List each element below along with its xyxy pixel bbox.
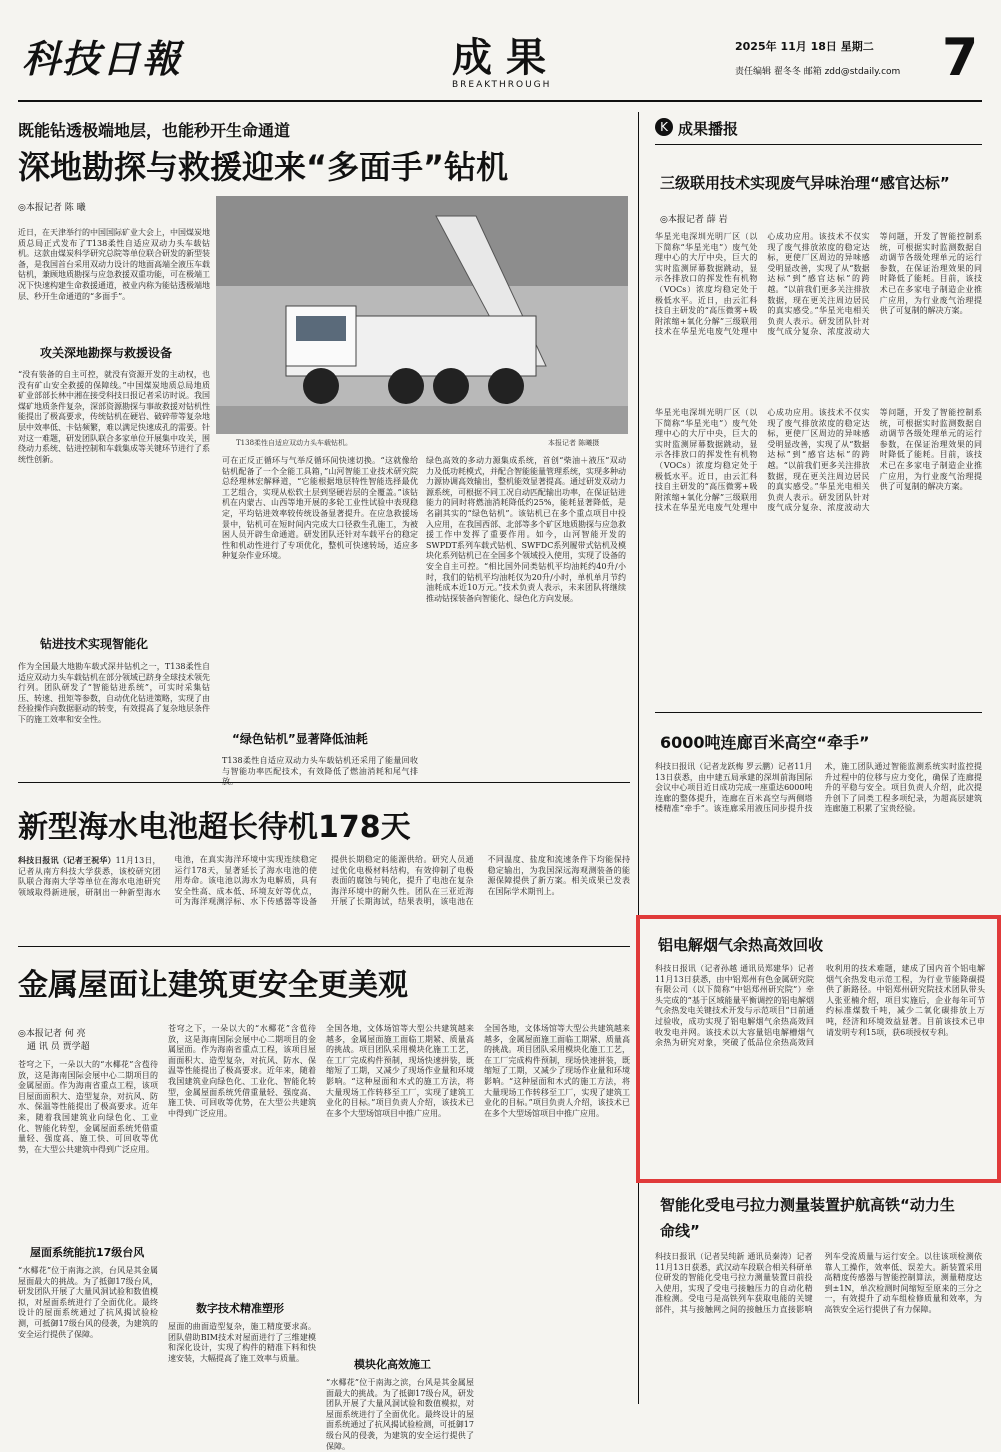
newspaper-logo: 科技日報 xyxy=(22,36,183,81)
roof-section-3: “水椰花”位于南海之滨，台风是其金属屋面最大的挑战。为了抵御17级台风，研发团队开展了大量风洞试验和数值模拟，对屋面系统进行了全面优化。最终设计的屋面系统通过了抗风揭试验检测，可抵御17级台风的侵袭，为建筑的安全运行提供了保障。 xyxy=(326,1378,474,1451)
sidebar-item2-body: 科技日报讯（记者龙跃梅 罗云鹏）记者11月13日获悉，由中建五局承建的深圳前海国际会议中心项目近日成功完成一座重达6000吨连廊的整体提升，连廊在百米高空与两侧塔楼精准“牵手”。该连廊采用液压同步提升技术，施工团队通过智能监测系统实时监控提升过程中的位移与应力变化，确保了连廊提升的平稳与安全。项目负责人介绍，此次提升创下了同类工程多项纪录，为超高层建筑连廊施工积累了宝贵经验。 xyxy=(655,762,982,814)
lead-byline: ◎本报记者 陈 曦 xyxy=(18,203,86,213)
sidebar-item1-body: 华星光电深圳光明厂区（以下简称“华星光电”）废气处理中心的大厅中央，巨大的实时监测屏幕数据跳动，显示各排放口的挥发性有机物（VOCs）浓度均稳定处于极低水平。近日，由云汇科技自主研发的“高压微雾+吸附浓缩+氧化分解”三级联用技术在华星光电废气处理中心成功应用。该技术不仅实现了废气排放浓度的稳定达标，更使厂区周边的异味感受明显改善，实现了从“数据达标”到“感官达标”的跨越。“以前我们更多关注排放数据，现在更关注周边居民的真实感受。”华星光电相关负责人表示。研发团队针对废气成分复杂、浓度波动大等问题，开发了智能控制系统，可根据实时监测数据自动调节各级处理单元的运行参数，在保证治理效果的同时降低了能耗。目前，该技术已在多家电子制造企业推广应用，为行业废气治理提供了可复制的解决方案。 xyxy=(655,232,982,337)
sidebar-divider-1 xyxy=(655,712,982,713)
sidebar-item4-headline: 智能化受电弓拉力测量装置护航高铁“动力生命线” xyxy=(660,1196,955,1240)
battery-headline: 新型海水电池超长待机178天 xyxy=(18,810,411,845)
lead-subhead-2: 钻进技术实现智能化 xyxy=(40,637,149,651)
section-subtitle: BREAKTHROUGH xyxy=(452,80,552,90)
roof-section-1: “水椰花”位于南海之滨，台风是其金属屋面最大的挑战。为了抵御17级台风，研发团队开展了大量风洞试验和数值模拟，对屋面系统进行了全面优化。最终设计的屋面系统通过了抗风揭试验检测，可抵御17级台风的侵袭，为建筑的安全运行提供了保障。 xyxy=(18,1266,158,1339)
lead-subhead-3: “绿色钻机”显著降低油耗 xyxy=(232,732,368,746)
section-divider-1 xyxy=(18,782,630,783)
lead-headline: 深地勘探与救援迎来“多面手”钻机 xyxy=(18,148,509,186)
masthead-rule xyxy=(18,100,982,102)
column-divider xyxy=(638,112,639,1404)
issue-date: 2025年 11月 18日 星期二 xyxy=(735,40,874,53)
drill-rig-illustration xyxy=(216,196,628,434)
roof-column-3: 全国各地，文体场馆等大型公共建筑越来越多，金属屋面施工面临工期紧、质量高的挑战。项目团队采用模块化施工工艺，在工厂完成构件预制，现场快速拼装，既缩短了工期，又减少了现场作业量和环境影响。“这种屋面和木式的施工方法，将大量现场工作转移至工厂，实现了建筑工业化的目标。”项目负责人介绍，该技术已在多个大型场馆项目中推广应用。 xyxy=(326,1024,474,1118)
lead-subhead-1: 攻关深地勘探与救援设备 xyxy=(40,346,173,360)
roof-subhead-3: 模块化高效施工 xyxy=(354,1358,431,1371)
roof-subhead-1: 屋面系统能抗17级台风 xyxy=(30,1246,145,1259)
sidebar-item1-byline: ◎本报记者 薛 岩 xyxy=(660,215,728,225)
sidebar-item1-headline: 三级联用技术实现废气异味治理“感官达标” xyxy=(660,174,950,192)
sidebar-item3-headline: 铝电解烟气余热高效回收 xyxy=(658,936,824,954)
battery-text: 11月13日，记者从南方科技大学获悉，该校研究团队联合海南大学等单位在海水电池研究领域取得新进展，研制出一种新型海水电池，在真实海洋环境中实现连续稳定运行178天，显著延长了海水电池的使用寿命。该电池以海水为电解质，具有安全性高、成本低、环境友好等优点，可为海洋观测浮标、水下传感器等设备提供长期稳定的能源供给。研究人员通过优化电极材料结构，有效抑制了电极表面的腐蚀与钝化，提升了电池在复杂海洋环境中的耐久性。团队在三亚近海开展了长期海试，结果表明，该电池在不同温度、盐度和流速条件下均能保持稳定输出，为我国深远海观测装备的能源保障提供了新方案。相关成果已发表在国际学术期刊上。 xyxy=(18,855,630,907)
editor-info: 责任编辑 翟冬冬 邮箱 zdd@stdaily.com xyxy=(735,67,901,77)
sidebar-badge-icon: K xyxy=(655,118,673,136)
lead-kicker: 既能钻透极端地层，也能秒开生命通道 xyxy=(18,121,291,140)
sidebar-item2-headline: 6000吨连廊百米高空“牵手” xyxy=(660,733,870,752)
sidebar-item1-body-cont: 华星光电深圳光明厂区（以下简称“华星光电”）废气处理中心的大厅中央，巨大的实时监测屏幕数据跳动，显示各排放口的挥发性有机物（VOCs）浓度均稳定处于极低水平。近日，由云汇科技自主研发的“高压微雾+吸附浓缩+氧化分解”三级联用技术在华星光电废气处理中心成功应用。该技术不仅实现了废气排放浓度的稳定达标，更使厂区周边的异味感受明显改善，实现了从“数据达标”到“感官达标”的跨越。“以前我们更多关注排放数据，现在更关注周边居民的真实感受。”华星光电相关负责人表示。研发团队针对废气成分复杂、浓度波动大等问题，开发了智能控制系统，可根据实时监测数据自动调节各级处理单元的运行参数，在保证治理效果的同时降低了能耗。目前，该技术已在多家电子制造企业推广应用，为行业废气治理提供了可复制的解决方案。 xyxy=(655,408,982,513)
sidebar-item3-body: 科技日报讯（记者孙越 通讯员郑建华）记者11月13日获悉，由中铝郑州有色金属研究院有限公司（以下简称“中铝郑州研究院”）牵头完成的“基于区域能量平衡调控的铝电解烟气余热发电关键技术开发与示范项目”日前通过验收，成功实现了铝电解烟气余热高效回收发电并网。该技术以大容量铝电解槽烟气余热为研究对象，突破了低品位余热高效回收利用的技术难题，建成了国内首个铝电解烟气余热发电示范工程，为行业节能降碳提供了新路径。中铝郑州研究院技术团队带头人张亚楠介绍，项目实施后，企业每年可节约标准煤数千吨，减少二氧化碳排放上万吨，经济和环境效益显著。目前该技术已申请发明专利15项，获6项授权专利。 xyxy=(655,964,985,1048)
drill-rig-photo xyxy=(216,196,628,434)
roof-headline: 金属屋面让建筑更安全更美观 xyxy=(18,968,408,1003)
section-divider-2 xyxy=(18,946,630,947)
battery-body xyxy=(18,855,630,939)
roof-intro: 苍穹之下，一朵以大的“水椰花”含苞待放，这是海南国际会展中心二期项目的金属屋面。作为海南省重点工程，该项目屋面面积大、造型复杂，对抗风、防水、保温等性能提出了极高要求。近年来，随着我国建筑业向绿色化、工业化、智能化转型，金属屋面系统凭借重量轻、强度高、施工快、可回收等优势，在大型公共建筑中得到广泛应用。 xyxy=(18,1060,158,1154)
roof-byline: ◎本报记者 何 亮 通 讯 员 贾学超 xyxy=(18,1029,90,1052)
sidebar-item4-body: 科技日报讯（记者吴纯新 通讯员秦涛）记者11月13日获悉，武汉动车段联合相关科研单位研发的智能化受电弓拉力测量装置日前投入使用，实现了受电弓接触压力的自动化精准检测。受电弓是高铁列车获取电能的关键部件，其与接触网之间的接触压力直接影响列车受流质量与运行安全。以往该项检测依靠人工操作，效率低、误差大。新装置采用高精度传感器与智能控制算法，测量精度达到±1N，单次检测时间缩短至原来的三分之一，有效提升了动车组检修质量和效率，为高铁安全运行提供了有力保障。 xyxy=(655,1252,982,1314)
lead-section-3: T138柔性自适应双动力头车载钻机还采用了能量回收与智能功率匹配技术，有效降低了燃油消耗和尾气排 xyxy=(222,756,418,776)
sidebar-rule xyxy=(655,144,982,145)
lead-column-3: 绿色高效的多动力源集成系统，首创“柴油＋液压”双动力及低功耗模式，并配合智能能量管理系统，实现多种动力源协调高效输出，整机能效显著提高。通过研发双动力源系统，可根据不同工况自动匹配输出功率，在保证钻进能力的同时将燃油消耗降低约25%，能耗显著降低，是名副其实的“绿色钻机”。该钻机已在多个重点项目中投入应用，在我国西部、北部等多个矿区地质勘探与应急救援工作中发挥了重要作用。如今，山河智能开发的SWPDT系列车载式钻机、SWFDC系列履带式钻机及模块化系列钻机已在全国多个领域投入使用，实现了设备的安全自主可控。“相比国外同类钻机平均油耗约40升/小时，我们的钻机平均油耗仅为20升/小时，单机单月节约油耗成本近10万元。”技术负责人表示，未来团队将继续推动钻探装备向智能化、绿色化方向发展。 xyxy=(426,456,626,603)
photo-caption: T138柔性自适应双动力头车载钻机。 xyxy=(236,439,353,447)
photo-credit: 本报记者 陈曦摄 xyxy=(548,439,600,447)
lead-section-1: “没有装备的自主可控，就没有资源开发的主动权，也没有矿山安全救援的保障线。”中国煤炭地质总局地质矿业部部长林中湘在接受科技日报记者采访时说。我国煤矿地质条件复杂，深部资源勘探与事故救援对钻机性能提出了极高要求，传统钻机在硬岩、破碎带等复杂地层中效率低、卡钻频繁，难以满足快速成孔的需要。针对这一难题，研发团队联合多家单位开展集中攻关，围绕动力系统、钻进控制和车载集成等关键环节进行了系统性创新。 xyxy=(18,370,210,464)
roof-column-2: 苍穹之下，一朵以大的“水椰花”含苞待放，这是海南国际会展中心二期项目的金属屋面。作为海南省重点工程，该项目屋面面积大、造型复杂，对抗风、防水、保温等性能提出了极高要求。近年来，随着我国建筑业向绿色化、工业化、智能化转型，金属屋面系统凭借重量轻、强度高、施工快、可回收等优势，在大型公共建筑中得到广泛应用。 xyxy=(168,1024,316,1118)
roof-subhead-2: 数字技术精准塑形 xyxy=(196,1302,284,1315)
sidebar-label: 成果播报 xyxy=(678,120,739,138)
battery-byline: 科技日报讯（记者王祝华） xyxy=(18,855,116,865)
masthead xyxy=(0,0,1000,100)
lead-section-2: 作为全国最大地勘车载式深井钻机之一，T138柔性自适应双动力头车载钻机在部分领域已跻身全球技术领先行列。团队研发了“智能钻进系统”，可实时采集钻压、转速、扭矩等参数，自动优化钻进策略，实现了由经验操作向数据驱动的转变，有效提高了复杂地层条件下的施工效率和安全性。 xyxy=(18,662,210,724)
lead-column-2: 可在正反正循环与气举反循环间快速切换。“这就像给钻机配备了一个全能工具箱，”山河智能工业技术研究院总经理林宏解释道，“它能根据地层特性智能选择最优工艺组合，实现从松软土层到坚硬岩层的全覆盖。”该钻机在内蒙古、山西等地开展的多轮工业性试验中表现稳定，平均钻进效率较传统设备显著提升。在应急救援场景中，钻机可在短时间内完成大口径救生孔施工，为被困人员开辟生命通道。研发团队还针对车载平台的稳定性和机动性进行了专项优化，整机可快速转场，适应多种复杂作业环境。 xyxy=(222,456,418,561)
page-number: 7 xyxy=(942,28,979,88)
roof-column-4: 全国各地，文体场馆等大型公共建筑越来越多，金属屋面施工面临工期紧、质量高的挑战。项目团队采用模块化施工工艺，在工厂完成构件预制，现场快速拼装，既缩短了工期，又减少了现场作业量和环境影响。“这种屋面和木式的施工方法，将大量现场工作转移至工厂，实现了建筑工业化的目标。”项目负责人介绍，该技术已在多个大型场馆项目中推广应用。 xyxy=(484,1024,630,1118)
lead-intro: 近日，在天津举行的中国国际矿业大会上，中国煤炭地质总局正式发布了T138柔性自适应双动力头车载钻机。这款由煤炭科学研究总院等单位联合研发的新型装备，是我国首台采用双动力设计的地面高端全液压车载钻机，兼顾地质勘探与应急救援双重功能，可在极端工况下快速构建生命救援通道，被业内称为能钻透极端地层、秒开生命通道的“多面手”。 xyxy=(18,228,210,301)
section-title: 成果 xyxy=(452,35,560,81)
roof-section-2: 屋面的曲面造型复杂，施工精度要求高。团队借助BIM技术对屋面进行了三维建模和深化设计，实现了构件的精准下料和快速安装，大幅提高了施工效率与质量。 xyxy=(168,1322,316,1363)
